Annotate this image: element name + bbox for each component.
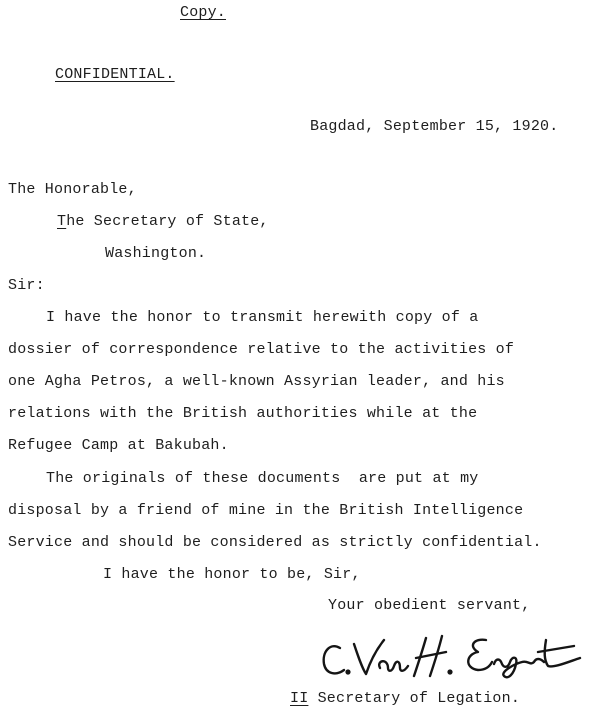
paragraph-1-line: one Agha Petros, a well-known Assyrian leader, and his	[8, 373, 505, 390]
addressee-line-2-initial: T	[57, 213, 67, 230]
closing-line-1: I have the honor to be, Sir,	[103, 566, 361, 583]
addressee-line-3: Washington.	[105, 245, 207, 262]
signatory-title	[290, 690, 520, 708]
signature-drawing	[318, 628, 583, 688]
closing-line-2: Your obedient servant,	[328, 597, 531, 614]
salutation-sir: Sir:	[8, 277, 45, 294]
addressee-line-2	[57, 213, 269, 231]
paragraph-2-line: The originals of these documents are put at my	[46, 470, 479, 487]
paragraph-1-line: dossier of correspondence relative to the activities of	[8, 341, 515, 358]
handwritten-signature	[318, 628, 583, 688]
paragraph-2-line: disposal by a friend of mine in the British Intelligence	[8, 502, 524, 519]
classification-label: CONFIDENTIAL.	[55, 66, 175, 83]
place-date: Bagdad, September 15, 1920.	[310, 118, 559, 135]
paragraph-1-line: Refugee Camp at Bakubah.	[8, 437, 229, 454]
addressee-line-2-rest: he Secretary of State,	[66, 213, 269, 230]
addressee-line-1: The Honorable,	[8, 181, 137, 198]
signatory-title-rest: Secretary of Legation.	[308, 690, 521, 707]
paragraph-2-line: Service and should be considered as strictly confidential.	[8, 534, 542, 551]
paragraph-1-line: relations with the British authorities while at the	[8, 405, 478, 422]
paragraph-1-line: I have the honor to transmit herewith copy of a	[46, 309, 479, 326]
copy-label: Copy.	[180, 4, 227, 21]
signatory-title-mark: II	[290, 690, 309, 707]
